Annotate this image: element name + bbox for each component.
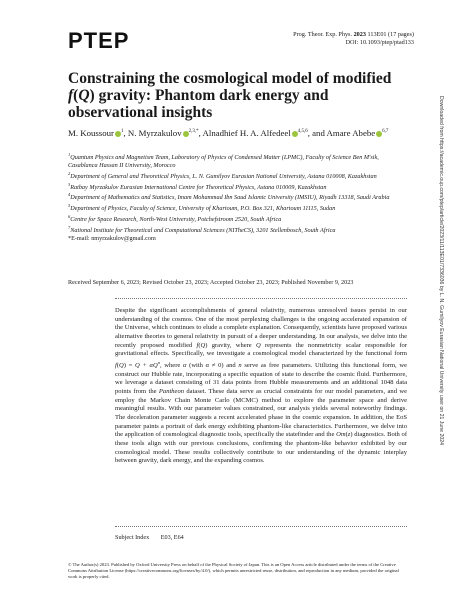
affiliation-number: 4 — [68, 192, 71, 198]
doi[interactable]: DOI: 10.1093/ptep/ptad133 — [345, 39, 414, 46]
journal-name: Prog. Theor. Exp. Phys. — [293, 31, 353, 38]
affiliation-number: 3 — [68, 181, 71, 187]
affiliation-number: 5 — [68, 203, 71, 209]
author-name: Alnadhief H. A. Alfedeel — [202, 127, 291, 138]
abstract-text: z — [347, 431, 351, 439]
affiliation-item — [68, 170, 408, 181]
citation-line — [293, 31, 414, 39]
paper-title: Constraining the cosmological model of modified f(Q) gravity: Phantom dark energy and observational insights — [68, 70, 392, 121]
article-number: 113E01 (17 pages) — [367, 31, 414, 38]
affiliation-number: 7 — [68, 224, 71, 230]
author-affiliation-marker: 1 — [120, 129, 124, 134]
author-list: M. Koussour $^1$, N. Myrzakulov $^{2,3,*}$, Alnadhief H. A. Alfedeel $^{4,5,6}$, and Amare Abebe $^{6,7}$ — [68, 127, 389, 138]
abstract-text: , where — [159, 362, 183, 370]
subject-index-label: Subject Index — [115, 534, 150, 541]
abstract-text: ≠ 0) and — [209, 362, 239, 370]
affiliation-item — [68, 224, 408, 235]
author-affiliation-marker: 6,7 — [382, 129, 389, 134]
author-affiliation-marker: 4,5,6 — [297, 129, 308, 134]
copyright-notice: © The Author(s) 2023. Published by Oxford University Press on behalf of the Physical Society of Japan. This is an Open Access article distributed under the terms of the Creative Commons Attribution License (https://creativecommons.org/licenses/by/4.0/), which permits unrestricted reuse, distribution, and reproduction in any medium, provided the original work is properly cited. — [68, 562, 399, 579]
affiliation-text: Department of Physics, Faculty of Science, University of Khartoum, P.O. Box 321, Khartoum 11115, Sudan — [70, 205, 336, 213]
affiliation-number: 6 — [68, 214, 71, 220]
affiliation-text: Department of General and Theoretical Physics, L. N. Gumilyov Eurasian National University, Astana 010008, Kazakhstan — [70, 172, 377, 180]
abstract-text: n — [238, 362, 242, 370]
abstract-text: ( — [198, 341, 201, 349]
affiliation-number: 1 — [68, 152, 71, 157]
affiliation-item — [68, 181, 408, 192]
abstract-text: represents the nonmetricity scalar responsible for gravitational effects. Specifically, we investigate a cosmological model characterized by the functional form — [115, 341, 407, 358]
received-dates: Received September 6, 2023; Revised October 23, 2023; Accepted October 23, 2023; Published November 9, 2023 — [68, 279, 354, 286]
abstract-text: α — [205, 362, 210, 370]
abstract-text: ) = — [123, 362, 136, 370]
affiliation-item — [68, 202, 408, 213]
affiliation-text: Ratbay Myrzakulov Eurasian International Centre for Theoretical Physics, Astana 010009, Kazakhstan — [70, 183, 327, 191]
abstract-text: α — [183, 362, 187, 370]
abstract-text: Q — [119, 362, 124, 370]
abstract-text: serve as free parameters. Utilizing this functional form, we construct our Hubble rate, incorporating a specific equation of state to describe the cosmic fluid. Furthermore, we leverage a dataset consisting of 31 data points from Hubble measurements and an additional 1048 data points from the — [115, 362, 408, 396]
abstract-bottom-rule — [115, 526, 407, 527]
author-name: and Amare Abebe — [312, 127, 376, 138]
abstract-text: ) gravity, where — [205, 341, 256, 349]
email-label: *E-mail: — [68, 234, 90, 242]
affiliation-text: Centre for Space Research, North-West University, Potchefstroom 2520, South Africa — [70, 216, 282, 224]
author-affiliation-marker: 2,3,* — [188, 129, 199, 134]
affiliation-number: 2 — [68, 170, 71, 176]
journal-citation — [293, 31, 414, 47]
abstract-text: ) diagnostics. Both of these tools align with our previous conclusions, confirming the phantom-like behavior exhibited by our cosmological model. These results collectively contribute to our understanding of the dynamic interplay between gravity, dark energy, and the expanding cosmos. — [115, 431, 408, 465]
abstract-text: Q + αQ — [135, 362, 158, 370]
affiliation-item — [68, 151, 408, 170]
author-name: N. Myrzakulov — [127, 127, 182, 138]
abstract-text: f — [196, 341, 199, 349]
abstract — [115, 307, 407, 466]
affiliation-text: Quantum Physics and Magnetism Team, Laboratory of Physics of Condensed Matter (LPMC), Faculty of Science Ben M'sik, Casablanca Hassan II University, Morocco — [68, 154, 379, 169]
subject-index — [115, 534, 194, 541]
affiliation-text: National Institute for Theoretical and Computational Sciences (NITheCS), 3201 Stellenbosch, South Africa — [70, 227, 336, 235]
abstract-text: f — [115, 362, 117, 370]
affiliation-list — [68, 151, 408, 243]
affiliation-text: Department of Mathematics and Statistics, Imam Mohammad Ibn Saud Islamic University (IMSIU), Riyadh 13318, Saudi Arabia — [70, 194, 390, 202]
abstract-text: Despite the significant accomplishments of general relativity, numerous unresolved issues persist in our understanding of the cosmos. One of the most perplexing challenges is the ongoing accelerated expansion of the Universe, which continues to elude a complete explanation. Consequently, scientists have proposed various alternative theories to general relativity in pursuit of a deeper understanding. In our analysis, we delve into the recently proposed modified — [115, 307, 407, 349]
abstract-text: ( — [345, 431, 348, 439]
abstract-text: ( — [116, 362, 120, 370]
affiliation-item — [68, 191, 408, 202]
journal-logo: PTEP — [68, 28, 130, 53]
subject-codes: E03, E64 — [160, 534, 184, 541]
email-line — [68, 235, 408, 243]
abstract-text: Q — [255, 341, 261, 349]
abstract-text: Om — [336, 431, 346, 439]
author-name: M. Koussour — [68, 127, 114, 138]
abstract-text: Pantheon — [158, 388, 185, 396]
email-link[interactable]: nmyrzakulov@gmail.com — [91, 234, 156, 242]
download-watermark-text: Downloaded from https://academic.oup.com/ptep/article/2023/11/113E01/7336036 by L. N. Gumilyov Eurasian National University user on 21 June 2024 — [438, 96, 444, 446]
abstract-text: dataset. These data serve as crucial constraints for our model parameters, and we employ the Markov Chain Monte Carlo (MCMC) method to explore the parameter space and derive meaningful results. With our parameter values constrained, our analysis yields several noteworthy findings. The deceleration parameter suggests a recent accelerated phase in the cosmic expansion. In addition, the EoS parameter paints a portrait of dark energy exhibiting phantom-like characteristics. Furthermore, we delve into the application of cosmological diagnostic tools, specifically the statefinder and the — [115, 388, 407, 439]
journal-volume: 2023 — [353, 31, 366, 38]
affiliation-item — [68, 213, 408, 224]
abstract-text: Q — [200, 341, 206, 349]
abstract-text: (with — [186, 362, 206, 370]
abstract-text: n — [157, 359, 160, 365]
abstract-top-rule — [115, 298, 407, 299]
download-watermark — [436, 96, 446, 516]
